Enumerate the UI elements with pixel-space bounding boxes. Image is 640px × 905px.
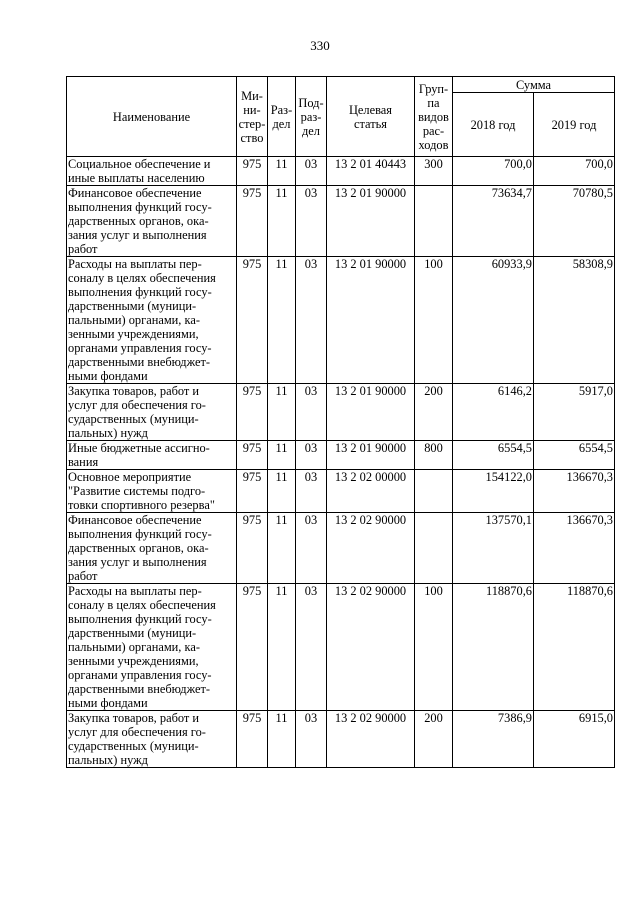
- row-expense-group: [415, 513, 453, 584]
- row-expense-group: 800: [415, 441, 453, 470]
- row-expense-group: 300: [415, 157, 453, 186]
- row-target: 13 2 01 90000: [327, 186, 415, 257]
- header-year-2019: 2019 год: [534, 93, 615, 157]
- row-subsection: 03: [296, 186, 327, 257]
- row-target: 13 2 02 90000: [327, 711, 415, 768]
- row-amount-2019: 70780,5: [534, 186, 615, 257]
- row-subsection: 03: [296, 584, 327, 711]
- row-amount-2019: 136670,3: [534, 470, 615, 513]
- row-ministry: 975: [237, 711, 268, 768]
- row-ministry: 975: [237, 513, 268, 584]
- row-amount-2018: 6554,5: [453, 441, 534, 470]
- row-amount-2019: 5917,0: [534, 384, 615, 441]
- row-section: 11: [268, 186, 296, 257]
- row-expense-group: 100: [415, 584, 453, 711]
- row-target: 13 2 01 40443: [327, 157, 415, 186]
- row-section: 11: [268, 584, 296, 711]
- table-row: [67, 157, 615, 186]
- row-amount-2018: 700,0: [453, 157, 534, 186]
- row-name: Закупка товаров, работ и услуг для обеспечения го- сударственных (муници- пальных) нужд: [67, 384, 237, 441]
- row-name: Финансовое обеспечение выполнения функций госу- дарственных органов, ока- зания услуг и выполнения работ: [67, 513, 237, 584]
- row-amount-2018: 118870,6: [453, 584, 534, 711]
- row-name: Иные бюджетные ассигно- вания: [67, 441, 237, 470]
- row-ministry: 975: [237, 384, 268, 441]
- row-ministry: 975: [237, 441, 268, 470]
- row-name: Закупка товаров, работ и услуг для обеспечения го- сударственных (муници- пальных) нужд: [67, 711, 237, 768]
- row-expense-group: 200: [415, 711, 453, 768]
- table-row: [67, 441, 615, 470]
- row-section: 11: [268, 384, 296, 441]
- row-amount-2018: 6146,2: [453, 384, 534, 441]
- row-subsection: 03: [296, 441, 327, 470]
- table-row: [67, 384, 615, 441]
- budget-table: [66, 76, 615, 768]
- row-amount-2018: 7386,9: [453, 711, 534, 768]
- row-amount-2018: 73634,7: [453, 186, 534, 257]
- row-amount-2019: 700,0: [534, 157, 615, 186]
- table-row: [67, 513, 615, 584]
- row-ministry: 975: [237, 157, 268, 186]
- table-row: [67, 186, 615, 257]
- table-row: [67, 257, 615, 384]
- row-section: 11: [268, 513, 296, 584]
- row-ministry: 975: [237, 186, 268, 257]
- row-subsection: 03: [296, 157, 327, 186]
- row-subsection: 03: [296, 711, 327, 768]
- row-amount-2019: 58308,9: [534, 257, 615, 384]
- row-expense-group: 200: [415, 384, 453, 441]
- row-target: 13 2 01 90000: [327, 384, 415, 441]
- header-section: Раз- дел: [268, 77, 296, 157]
- row-ministry: 975: [237, 584, 268, 711]
- row-amount-2018: 60933,9: [453, 257, 534, 384]
- row-name: Расходы на выплаты пер- соналу в целях обеспечения выполнения функций госу- дарственными (муници- пальными) органами, ка- зенными учреждениями, органами управления госу- дарственными внебюджет- ными фондами: [67, 584, 237, 711]
- row-subsection: 03: [296, 257, 327, 384]
- row-amount-2018: 154122,0: [453, 470, 534, 513]
- row-target: 13 2 02 90000: [327, 584, 415, 711]
- row-section: 11: [268, 257, 296, 384]
- row-subsection: 03: [296, 513, 327, 584]
- row-amount-2019: 118870,6: [534, 584, 615, 711]
- row-amount-2019: 136670,3: [534, 513, 615, 584]
- row-section: 11: [268, 441, 296, 470]
- row-subsection: 03: [296, 384, 327, 441]
- row-section: 11: [268, 157, 296, 186]
- row-section: 11: [268, 470, 296, 513]
- table-row: [67, 470, 615, 513]
- row-name: Расходы на выплаты пер- соналу в целях обеспечения выполнения функций госу- дарственными (муници- пальными) органами, ка- зенными учреждениями, органами управления госу- дарственными внебюджет- ными фондами: [67, 257, 237, 384]
- row-amount-2019: 6554,5: [534, 441, 615, 470]
- row-expense-group: [415, 186, 453, 257]
- row-subsection: 03: [296, 470, 327, 513]
- row-section: 11: [268, 711, 296, 768]
- row-expense-group: [415, 470, 453, 513]
- row-ministry: 975: [237, 470, 268, 513]
- header-sum: Сумма: [453, 77, 615, 93]
- table-row: [67, 584, 615, 711]
- row-amount-2019: 6915,0: [534, 711, 615, 768]
- page-number: 330: [310, 38, 330, 53]
- row-target: 13 2 02 00000: [327, 470, 415, 513]
- table-row: [67, 711, 615, 768]
- header-ministry: Ми- ни- стер- ство: [237, 77, 268, 157]
- header-year-2018: 2018 год: [453, 93, 534, 157]
- row-name: Основное мероприятие "Развитие системы подго- товки спортивного резерва": [67, 470, 237, 513]
- header-subsection: Под- раз- дел: [296, 77, 327, 157]
- header-expense-group: Груп- па видов рас- ходов: [415, 77, 453, 157]
- row-expense-group: 100: [415, 257, 453, 384]
- row-ministry: 975: [237, 257, 268, 384]
- row-target: 13 2 02 90000: [327, 513, 415, 584]
- row-amount-2018: 137570,1: [453, 513, 534, 584]
- row-name: Финансовое обеспечение выполнения функций госу- дарственных органов, ока- зания услуг и выполнения работ: [67, 186, 237, 257]
- row-target: 13 2 01 90000: [327, 441, 415, 470]
- row-target: 13 2 01 90000: [327, 257, 415, 384]
- row-name: Социальное обеспечение и иные выплаты населению: [67, 157, 237, 186]
- header-target: Целевая статья: [327, 77, 415, 157]
- header-name: Наименование: [67, 77, 237, 157]
